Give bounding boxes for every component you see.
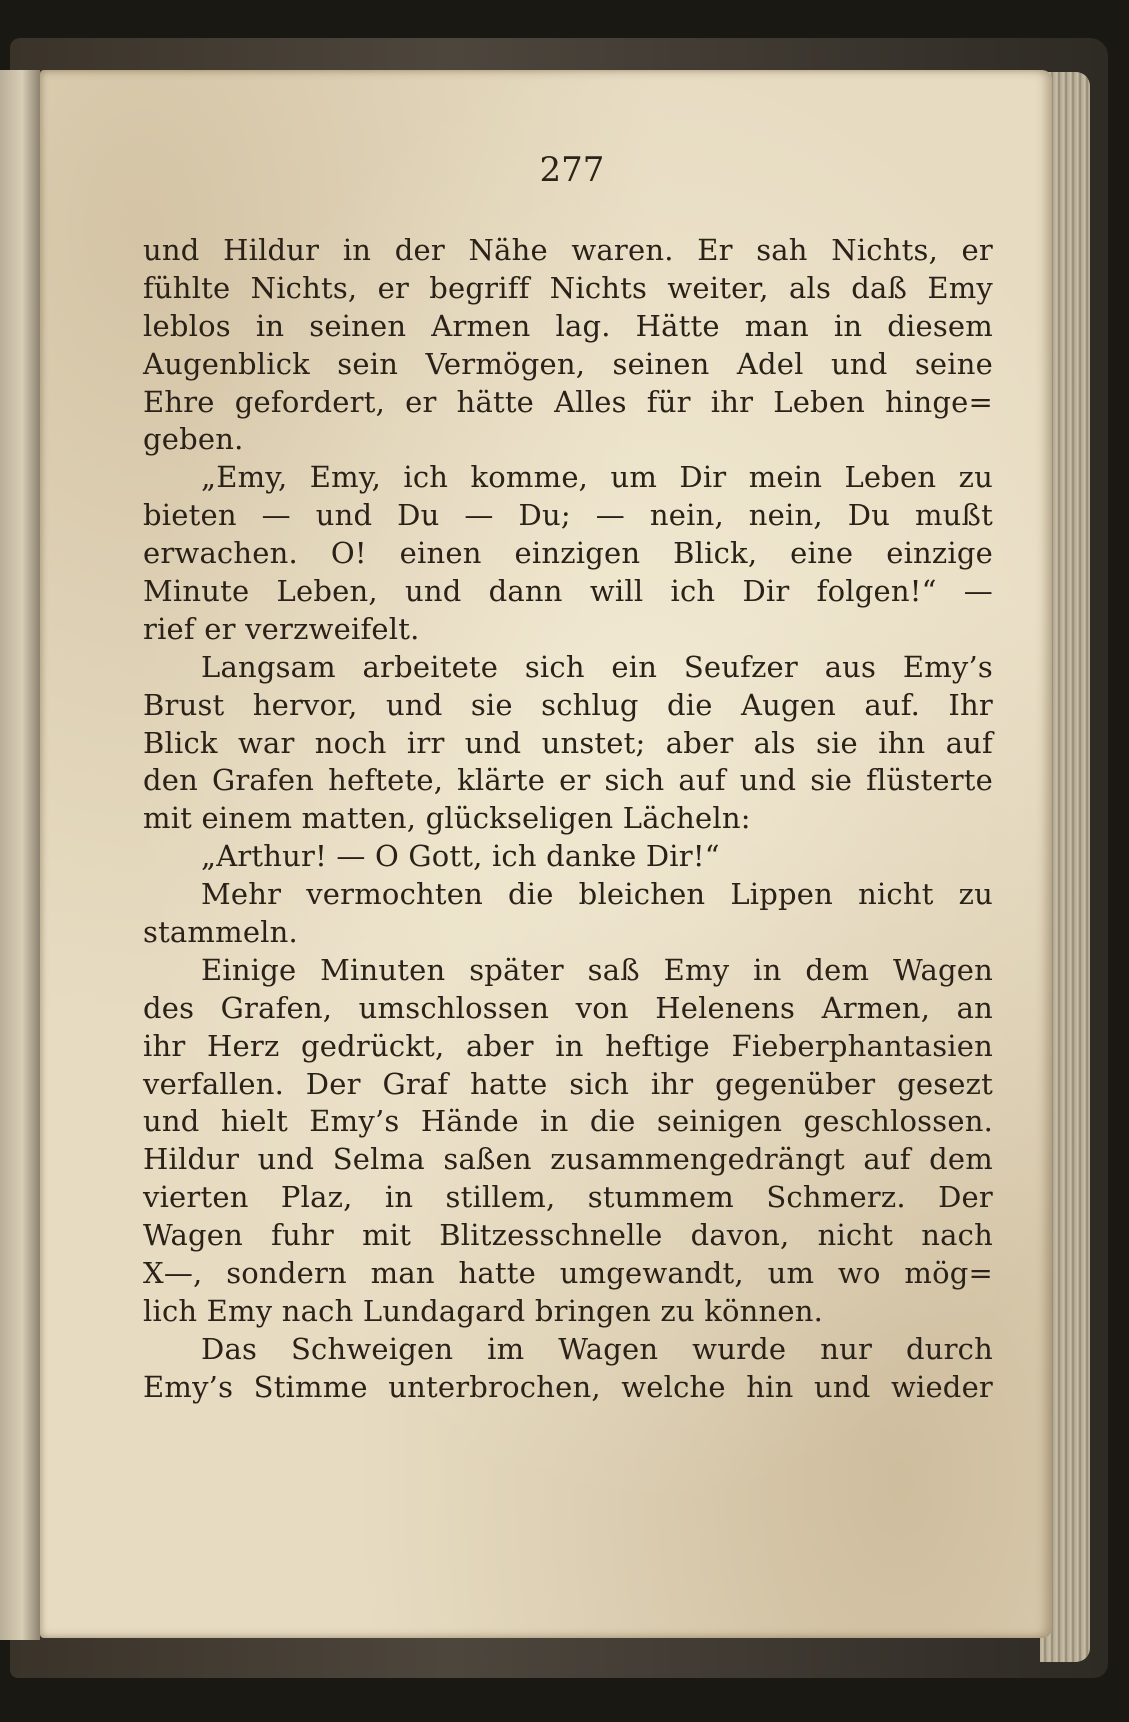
text-line: Augenblick sein Vermögen, seinen Adel und seine	[143, 346, 993, 381]
text-line: mit einem matten, glückseligen Lächeln:	[143, 801, 751, 836]
text-line: Emy’s Stimme unterbrochen, welche hin und wieder	[143, 1369, 993, 1404]
page-number: 277	[539, 150, 605, 190]
text-line: den Grafen heftete, klärte er sich auf und sie flüsterte	[143, 763, 993, 798]
text-line: lich Emy nach Lundagard bringen zu können.	[143, 1293, 824, 1328]
text-line: Ehre gefordert, er hätte Alles für ihr Leben hinge=	[143, 384, 993, 419]
text-line: bieten — und Du — Du; — nein, nein, Du mußt	[143, 498, 993, 533]
text-line: Mehr vermochten die bleichen Lippen nicht zu	[201, 877, 993, 912]
body-text	[143, 232, 993, 1407]
text-line: erwachen. O! einen einzigen Blick, eine einzige	[143, 536, 993, 571]
text-line: und hielt Emy’s Hände in die seinigen geschlossen.	[143, 1104, 993, 1139]
text-line: X—, sondern man hatte umgewandt, um wo mög=	[143, 1256, 993, 1291]
text-line: Einige Minuten später saß Emy in dem Wagen	[201, 952, 993, 987]
text-line: Das Schweigen im Wagen wurde nur durch	[201, 1331, 993, 1366]
adjacent-page-edge	[0, 70, 40, 1640]
text-line: Wagen fuhr mit Blitzesschnelle davon, nicht nach	[143, 1218, 993, 1253]
text-line: Brust hervor, und sie schlug die Augen auf. Ihr	[143, 687, 993, 722]
text-line: vierten Plaz, in stillem, stummem Schmerz. Der	[143, 1180, 993, 1215]
text-line: Hildur und Selma saßen zusammengedrängt auf dem	[143, 1142, 993, 1177]
text-line: geben.	[143, 422, 244, 457]
text-line: ihr Herz gedrückt, aber in heftige Fieberphantasien	[143, 1028, 993, 1063]
text-line: stammeln.	[143, 915, 298, 950]
text-line: fühlte Nichts, er begriff Nichts weiter, als daß Emy	[143, 270, 993, 305]
text-line: Langsam arbeitete sich ein Seufzer aus Emy’s	[201, 649, 993, 684]
text-line: leblos in seinen Armen lag. Hätte man in diesem	[143, 308, 993, 343]
text-line: des Grafen, umschlossen von Helenens Armen, an	[143, 990, 993, 1025]
text-line: und Hildur in der Nähe waren. Er sah Nichts, er	[143, 233, 993, 267]
text-line: Blick war noch irr und unstet; aber als sie ihn auf	[143, 725, 993, 760]
text-line: „Emy, Emy, ich komme, um Dir mein Leben zu	[201, 460, 993, 495]
text-line: rief er verzweifelt.	[143, 611, 420, 646]
text-line: „Arthur! — O Gott, ich danke Dir!“	[201, 839, 720, 874]
text-line: Minute Leben, und dann will ich Dir folgen!“ —	[143, 574, 993, 609]
book-page	[40, 70, 1052, 1638]
text-line: verfallen. Der Graf hatte sich ihr gegenüber gesezt	[143, 1066, 993, 1101]
